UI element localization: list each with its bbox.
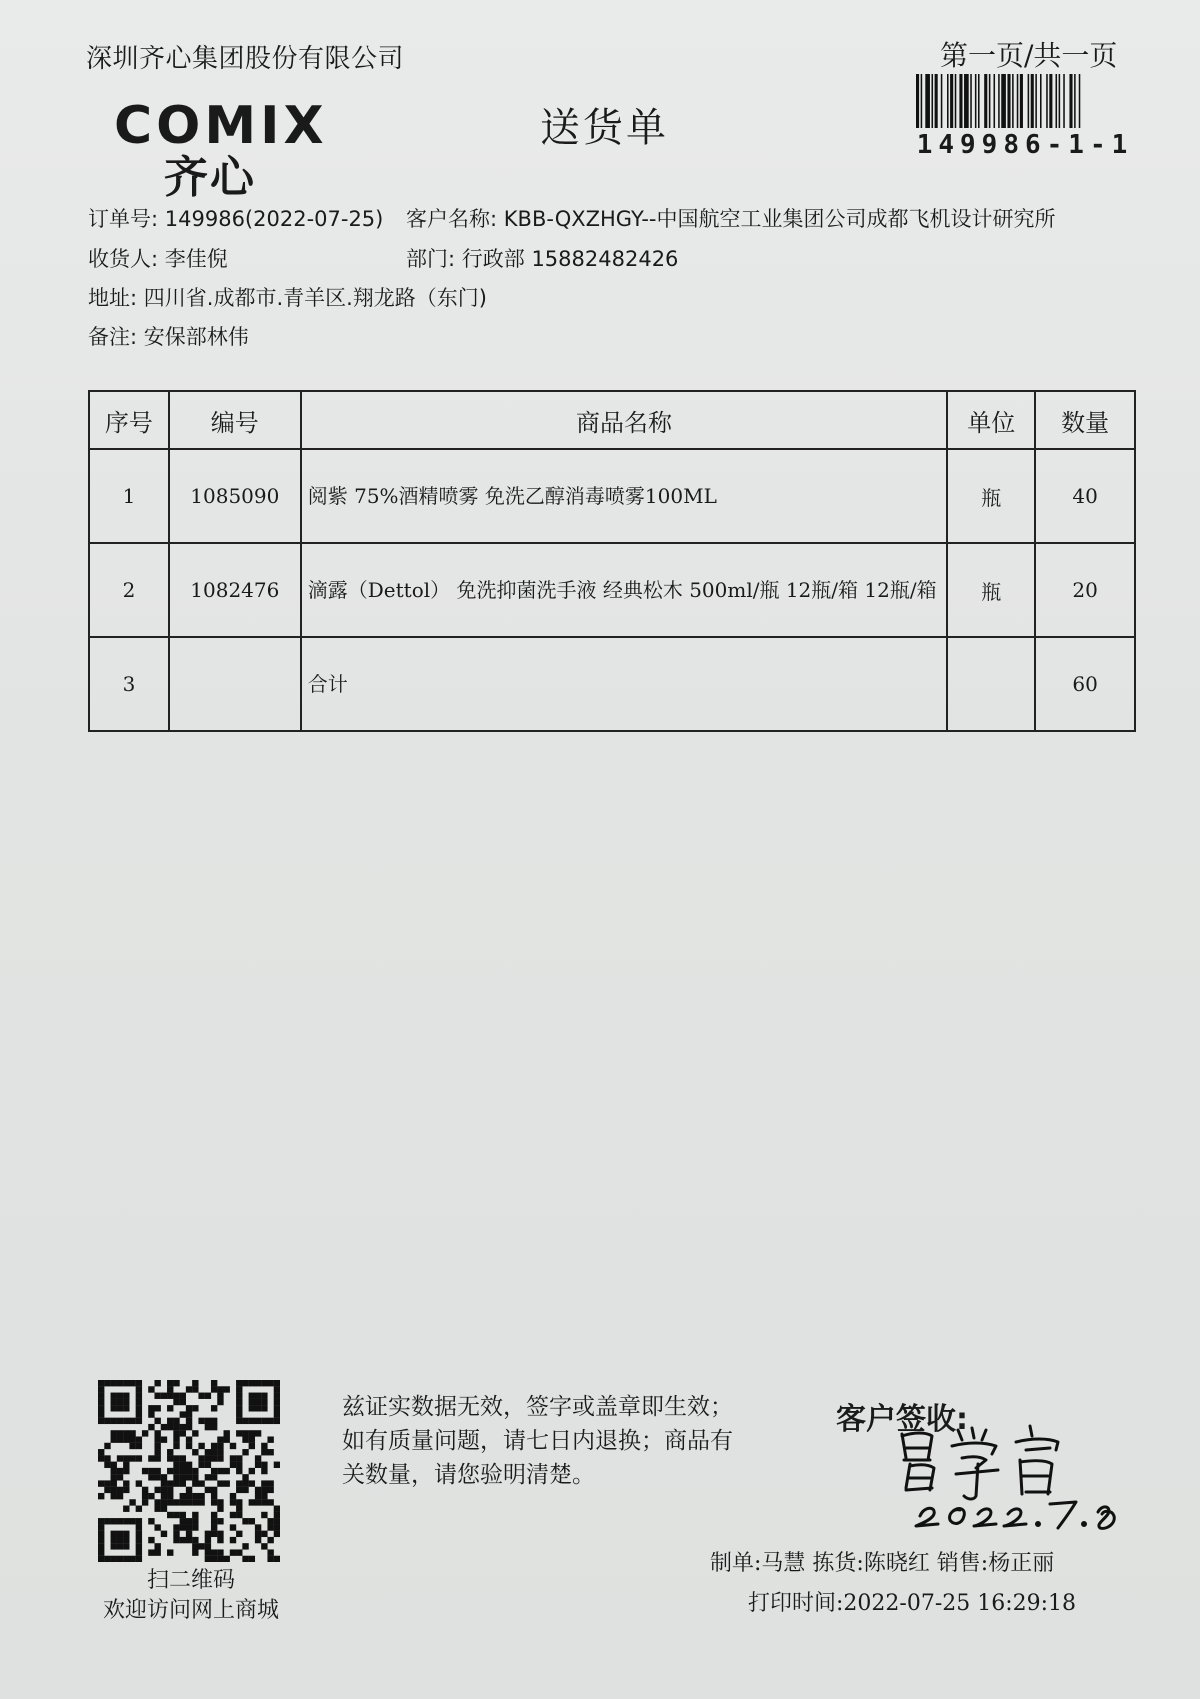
cell-code: 1082476 — [169, 543, 301, 637]
receiver-label: 收货人: — [88, 247, 159, 271]
qr-code[interactable] — [98, 1380, 280, 1562]
order-number-label: 订单号: — [88, 207, 159, 231]
header-quantity: 数量 — [1035, 391, 1135, 449]
department-label: 部门: — [406, 247, 456, 271]
cell-serial: 1 — [89, 449, 169, 543]
receiver-row — [88, 243, 228, 273]
remark-row — [88, 321, 249, 351]
header-code: 编号 — [169, 391, 301, 449]
order-number-row — [88, 203, 383, 233]
cell-product-name: 滴露（Dettol） 免洗抑菌洗手液 经典松木 500ml/瓶 12瓶/箱 12瓶/箱 — [301, 543, 948, 637]
cell-code: 1085090 — [169, 449, 301, 543]
cell-code — [169, 637, 301, 731]
cell-serial: 3 — [89, 637, 169, 731]
comix-logo — [114, 96, 334, 203]
address-value: 四川省.成都市.青羊区.翔龙路（东门) — [143, 286, 487, 310]
address-row — [88, 282, 487, 312]
customer-row — [406, 203, 1056, 233]
header-product-name: 商品名称 — [301, 391, 948, 449]
order-number-value: 149986(2022-07-25) — [164, 207, 384, 231]
handwritten-signature — [880, 1420, 1140, 1530]
remark-label: 备注: — [88, 325, 138, 349]
cell-product-name: 阅紫 75%酒精喷雾 免洗乙醇消毒喷雾100ML — [301, 449, 948, 543]
header-serial: 序号 — [89, 391, 169, 449]
table-row — [89, 543, 1135, 637]
document-title: 送货单 — [540, 105, 669, 151]
qr-caption-line-1: 扫二维码 — [146, 1568, 235, 1593]
staff-info: 制单:马慧 拣货:陈晓红 销售:杨正丽 — [710, 1551, 1055, 1576]
barcode-number: 149986-1-1 — [916, 130, 1134, 160]
cell-total-label: 合计 — [301, 637, 948, 731]
cell-unit: 瓶 — [947, 543, 1035, 637]
barcode — [916, 74, 1134, 128]
remark-value: 安保部林伟 — [143, 325, 249, 349]
items-table — [88, 390, 1136, 732]
cell-total-quantity: 60 — [1035, 637, 1135, 731]
cell-quantity: 40 — [1035, 449, 1135, 543]
customer-signature-label: 客户签收: — [836, 1402, 968, 1437]
department-value: 行政部 15882482426 — [461, 247, 679, 271]
cell-unit — [947, 637, 1035, 731]
table-row-total — [89, 637, 1135, 731]
page-indicator: 第一页/共一页 — [940, 39, 1118, 72]
customer-label: 客户名称: — [406, 207, 498, 231]
department-row — [406, 243, 678, 273]
receiver-value: 李佳倪 — [164, 247, 228, 271]
notice-text: 兹证实数据无效，签字或盖章即生效；如有质量问题，请七日内退换；商品有关数量，请您验明清楚。 — [342, 1394, 733, 1488]
table-row — [89, 449, 1135, 543]
address-label: 地址: — [88, 286, 138, 310]
logo-text-cn: 齐心 — [164, 152, 256, 203]
logo-text-en: COMIX — [114, 96, 328, 156]
qr-caption — [86, 1566, 296, 1626]
cell-serial: 2 — [89, 543, 169, 637]
cell-unit: 瓶 — [947, 449, 1035, 543]
qr-caption-line-2: 欢迎访问网上商城 — [102, 1598, 279, 1623]
table-header-row — [89, 391, 1135, 449]
header-unit: 单位 — [947, 391, 1035, 449]
cell-quantity: 20 — [1035, 543, 1135, 637]
print-time: 打印时间:2022-07-25 16:29:18 — [748, 1591, 1077, 1616]
customer-value: KBB-QXZHGY--中国航空工业集团公司成都飞机设计研究所 — [503, 207, 1056, 231]
company-name: 深圳齐心集团股份有限公司 — [86, 44, 405, 74]
